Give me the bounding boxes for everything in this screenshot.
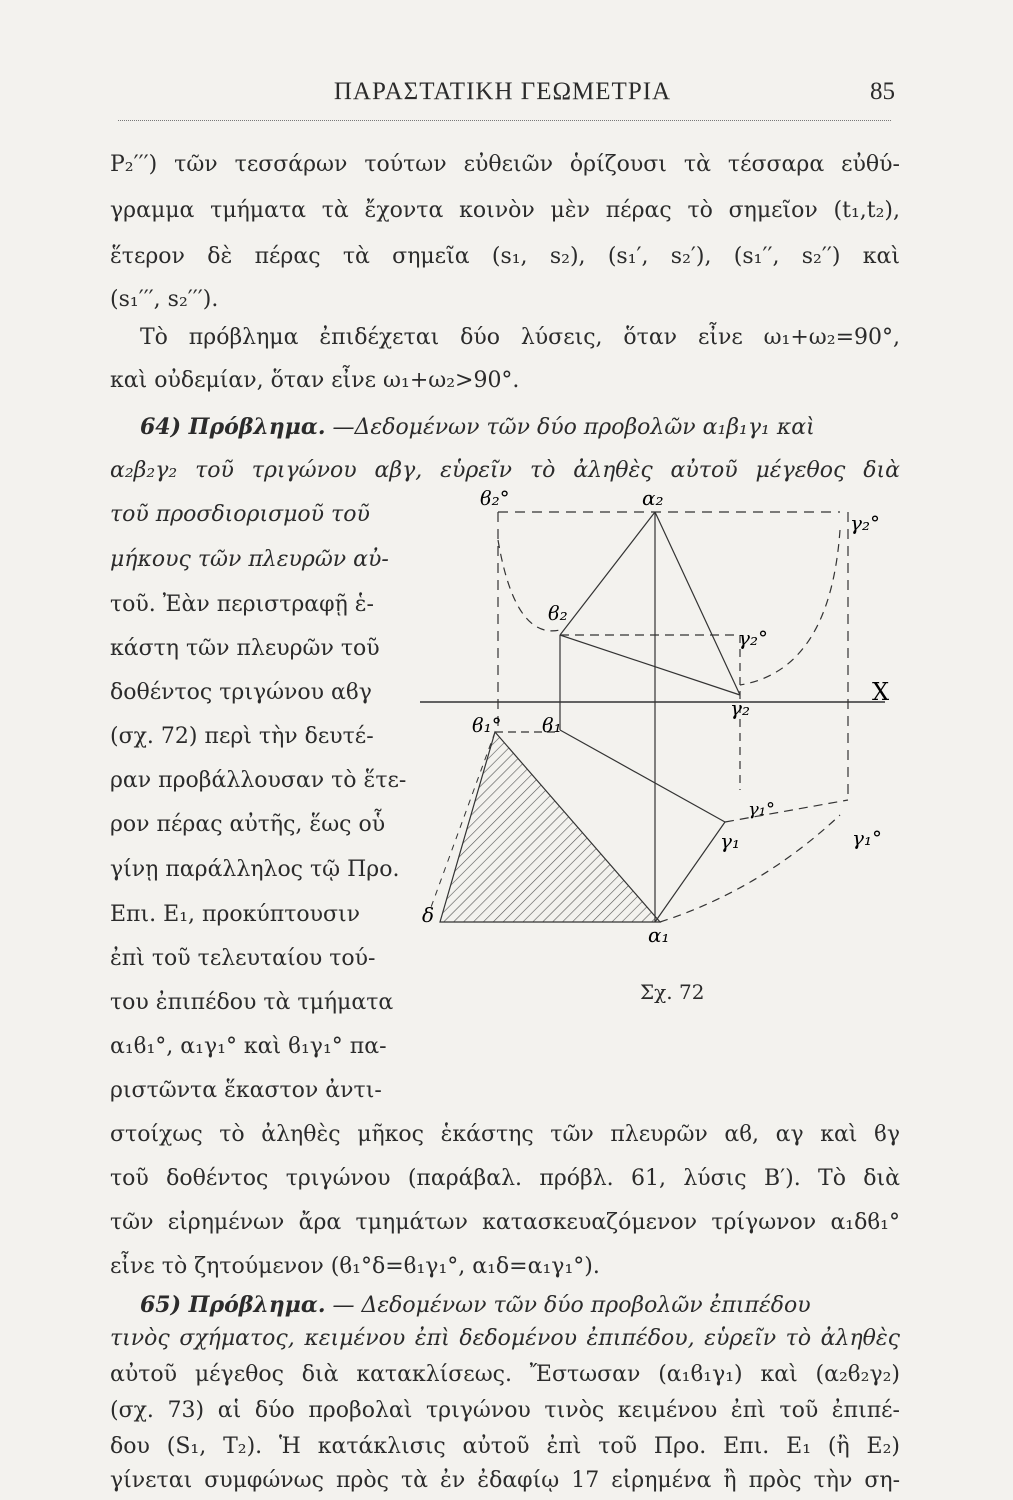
text-line: καὶ οὐδεμίαν, ὅταν εἶνε ω₁+ω₂>90°. bbox=[110, 368, 520, 393]
figure-caption: Σχ. 72 bbox=[640, 980, 705, 1004]
label-a2: α₂ bbox=[642, 486, 664, 510]
figure-72-drawing bbox=[420, 470, 900, 1030]
text-line: α₁ϐ₁°, α₁γ₁° καὶ ϐ₁γ₁° πα- bbox=[110, 1034, 387, 1059]
label-g2: γ₂ bbox=[730, 696, 750, 720]
text-line: P₂′′′) τῶν τεσσάρων τούτων εὐθειῶν ὁρίζουσι τὰ τέσσαρα εὐθύ- bbox=[110, 152, 900, 177]
label-b2o: ϐ₂° bbox=[480, 486, 510, 510]
label-a1: α₁ bbox=[648, 923, 670, 947]
label-g2o-top: γ₂° bbox=[850, 511, 880, 535]
label-g1: γ₁ bbox=[720, 829, 740, 853]
text-line: ριστῶντα ἕκαστον ἀντι- bbox=[110, 1078, 382, 1103]
running-header bbox=[110, 78, 895, 114]
text-line: τοῦ δοθέντος τριγώνου (παράβαλ. πρόβλ. 61, λύσις Β′). Τὸ διὰ bbox=[110, 1166, 900, 1191]
problem-64-statement: —Δεδομένων τῶν δύο προβολῶν α₁β₁γ₁ καὶ bbox=[332, 415, 815, 440]
text-line: αὐτοῦ μέγεθος διὰ κατακλίσεως. Ἔστωσαν (α₁ϐ₁γ₁) καὶ (α₂ϐ₂γ₂) bbox=[110, 1362, 900, 1387]
page-number: 85 bbox=[870, 78, 895, 105]
text-line: του ἐπιπέδου τὰ τμήματα bbox=[110, 990, 394, 1015]
text-line: (s₁′′′, s₂′′′). bbox=[110, 287, 219, 312]
text-line: τῶν εἰρημένων ἄρα τμημάτων κατασκευαζόμενον τρίγωνον α₁δϐ₁° bbox=[110, 1210, 900, 1235]
text-line: γίνῃ παράλληλος τῷ Προ. bbox=[110, 857, 400, 882]
text-line: δοθέντος τριγώνου αϐγ bbox=[110, 680, 372, 705]
text-line: μήκους τῶν πλευρῶν αὐ- bbox=[110, 547, 389, 572]
text-line: (σχ. 73) αἱ δύο προβολαὶ τριγώνου τινὸς κειμένου ἐπὶ τοῦ ἐπιπέ- bbox=[110, 1398, 900, 1423]
problem-65-heading: 65) Πρόβλημα. bbox=[140, 1292, 326, 1318]
text-line: ἐπὶ τοῦ τελευταίου τού- bbox=[110, 946, 376, 971]
problem-65-heading-line bbox=[140, 1290, 900, 1321]
true-size-triangle bbox=[440, 732, 660, 922]
header-title: ΠΑΡΑΣΤΑΤΙΚΗ ΓΕΩΜΕΤΡΙΑ bbox=[333, 78, 672, 105]
label-b1: ϐ₁ bbox=[542, 713, 562, 737]
text-line: γίνεται συμφώνως πρὸς τὰ ἐν ἐδαφίῳ 17 εἰρημένα ἢ πρὸς τὴν ση- bbox=[110, 1468, 900, 1493]
problem-65-statement: — Δεδομένων τῶν δύο προβολῶν ἐπιπέδου bbox=[332, 1293, 811, 1318]
label-X: X bbox=[872, 678, 890, 706]
text-line: (σχ. 72) περὶ τὴν δευτέ- bbox=[110, 724, 374, 749]
label-b1o: ϐ₁° bbox=[472, 713, 502, 737]
text-line: α₂β₂γ₂ τοῦ τριγώνου αβγ, εὑρεῖν τὸ ἀληθὲς αὐτοῦ μέγεθος διὰ bbox=[110, 458, 900, 483]
label-g1o: γ₁° bbox=[852, 826, 882, 850]
problem-64-heading-line bbox=[140, 412, 900, 443]
text-line: ραν προβάλλουσαν τὸ ἕτε- bbox=[110, 768, 407, 793]
text-line: τοῦ. Ἐὰν περιστραφῇ ἑ- bbox=[110, 592, 374, 617]
text-line: γραμμα τμήματα τὰ ἔχοντα κοινὸν μὲν πέρας τὸ σημεῖον (t₁,t₂), bbox=[110, 198, 900, 223]
label-g2o: γ₂° bbox=[738, 626, 768, 650]
text-line: δου (S₁, T₂). Ἡ κατάκλισις αὐτοῦ ἐπὶ τοῦ Προ. Επι. Ε₁ (ἢ Ε₂) bbox=[110, 1434, 900, 1459]
text-line: ἕτερον δὲ πέρας τὰ σημεῖα (s₁, s₂), (s₁′, s₂′), (s₁′′, s₂′′) καὶ bbox=[110, 244, 900, 269]
problem-64-heading: 64) Πρόβλημα. bbox=[140, 414, 326, 440]
text-line: εἶνε τὸ ζητούμενον (ϐ₁°δ=ϐ₁γ₁°, α₁δ=α₁γ₁°). bbox=[110, 1254, 600, 1279]
label-b2: ϐ₂ bbox=[548, 601, 568, 625]
text-line: Τὸ πρόβλημα ἐπιδέχεται δύο λύσεις, ὅταν εἶνε ω₁+ω₂=90°, bbox=[140, 325, 900, 350]
figure-72 bbox=[420, 470, 900, 1030]
text-line: στοίχως τὸ ἀληθὲς μῆκος ἑκάστης τῶν πλευρῶν αϐ, αγ καὶ ϐγ bbox=[110, 1122, 900, 1147]
label-g1p: γ₁° bbox=[748, 799, 775, 820]
header-rule bbox=[118, 120, 891, 121]
text-line: τοῦ προσδιορισμοῦ τοῦ bbox=[110, 502, 370, 527]
text-line: Επι. Ε₁, προκύπτουσιν bbox=[110, 902, 361, 927]
text-line: κάστη τῶν πλευρῶν τοῦ bbox=[110, 636, 380, 661]
text-line: ρον πέρας αὐτῆς, ἕως οὗ bbox=[110, 812, 386, 837]
label-d: δ bbox=[422, 903, 435, 927]
text-line: τινὸς σχήματος, κειμένου ἐπὶ δεδομένου ἐπιπέδου, εὑρεῖν τὸ ἀληθὲς bbox=[110, 1326, 900, 1351]
